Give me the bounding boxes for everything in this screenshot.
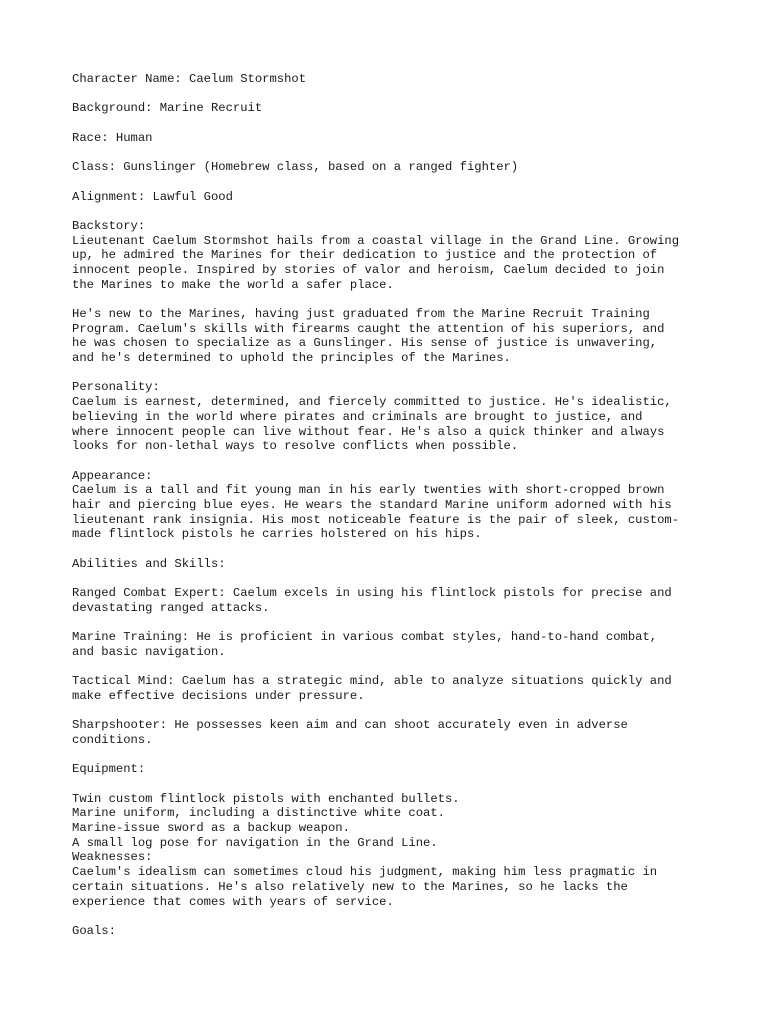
appearance-line: Caelum is a tall and fit young man in his early twenties with short-cropped brown bbox=[72, 483, 665, 498]
ability-ranged-line: devastating ranged attacks. bbox=[72, 600, 270, 615]
class-field: Class: Gunslinger (Homebrew class, based on a ranged fighter) bbox=[72, 160, 519, 175]
goals-heading: Goals: bbox=[72, 923, 116, 938]
backstory-line: Lieutenant Caelum Stormshot hails from a coastal village in the Grand Line. Growing bbox=[72, 233, 680, 248]
equipment-heading: Equipment: bbox=[72, 762, 146, 777]
ability-tactical-line: make effective decisions under pressure. bbox=[72, 688, 365, 703]
equipment-item: A small log pose for navigation in the Grand Line. bbox=[72, 835, 438, 850]
weaknesses-line: certain situations. He's also relatively new to the Marines, so he lacks the bbox=[72, 879, 628, 894]
personality-line: Caelum is earnest, determined, and fiercely committed to justice. He's idealistic, bbox=[72, 395, 672, 410]
appearance-heading: Appearance: bbox=[72, 468, 153, 483]
personality-line: where innocent people can live without fear. He's also a quick thinker and always bbox=[72, 424, 665, 439]
character-name: Character Name: Caelum Stormshot bbox=[72, 72, 307, 86]
backstory-line: and he's determined to uphold the principles of the Marines. bbox=[72, 351, 511, 366]
backstory-line: He's new to the Marines, having just graduated from the Marine Recruit Training bbox=[72, 307, 650, 321]
appearance-line: hair and piercing blue eyes. He wears the standard Marine uniform adorned with his bbox=[72, 497, 672, 512]
ability-sharpshooter-line: Sharpshooter: He possesses keen aim and can shoot accurately even in adverse bbox=[72, 718, 628, 733]
equipment-item: Marine-issue sword as a backup weapon. bbox=[72, 821, 350, 836]
appearance-line: lieutenant rank insignia. His most noticeable feature is the pair of sleek, custom- bbox=[72, 512, 680, 527]
personality-line: looks for non-lethal ways to resolve conflicts when possible. bbox=[72, 439, 519, 454]
weaknesses-line: experience that comes with years of service. bbox=[72, 894, 394, 909]
ability-marine-training-line: Marine Training: He is proficient in various combat styles, hand-to-hand combat, bbox=[72, 630, 658, 645]
backstory-line: up, he admired the Marines for their dedication to justice and the protection of bbox=[72, 248, 658, 263]
ability-tactical-line: Tactical Mind: Caelum has a strategic mind, able to analyze situations quickly and bbox=[72, 674, 672, 689]
equipment-item: Marine uniform, including a distinctive white coat. bbox=[72, 806, 445, 821]
backstory-heading: Backstory: bbox=[72, 218, 146, 233]
personality-heading: Personality: bbox=[72, 380, 160, 395]
document-page bbox=[72, 72, 712, 939]
weaknesses-heading: Weaknesses: bbox=[72, 850, 153, 865]
appearance-line: made flintlock pistols he carries holstered on his hips. bbox=[72, 527, 482, 542]
backstory-line: innocent people. Inspired by stories of valor and heroism, Caelum decided to join bbox=[72, 262, 665, 277]
ability-ranged-line: Ranged Combat Expert: Caelum excels in using his flintlock pistols for precise and bbox=[72, 586, 672, 601]
race-field: Race: Human bbox=[72, 130, 153, 145]
background-field: Background: Marine Recruit bbox=[72, 101, 263, 116]
ability-sharpshooter-line: conditions. bbox=[72, 732, 153, 747]
backstory-line: Program. Caelum's skills with firearms caught the attention of his superiors, and bbox=[72, 321, 665, 336]
ability-marine-training-line: and basic navigation. bbox=[72, 644, 226, 659]
abilities-heading: Abilities and Skills: bbox=[72, 556, 226, 571]
backstory-line: the Marines to make the world a safer place. bbox=[72, 277, 394, 292]
personality-line: believing in the world where pirates and criminals are brought to justice, and bbox=[72, 409, 643, 424]
backstory-line: he was chosen to specialize as a Gunslinger. His sense of justice is unwavering, bbox=[72, 336, 658, 351]
alignment-field: Alignment: Lawful Good bbox=[72, 189, 233, 204]
equipment-item: Twin custom flintlock pistols with enchanted bullets. bbox=[72, 791, 460, 806]
weaknesses-line: Caelum's idealism can sometimes cloud his judgment, making him less pragmatic in bbox=[72, 865, 658, 880]
